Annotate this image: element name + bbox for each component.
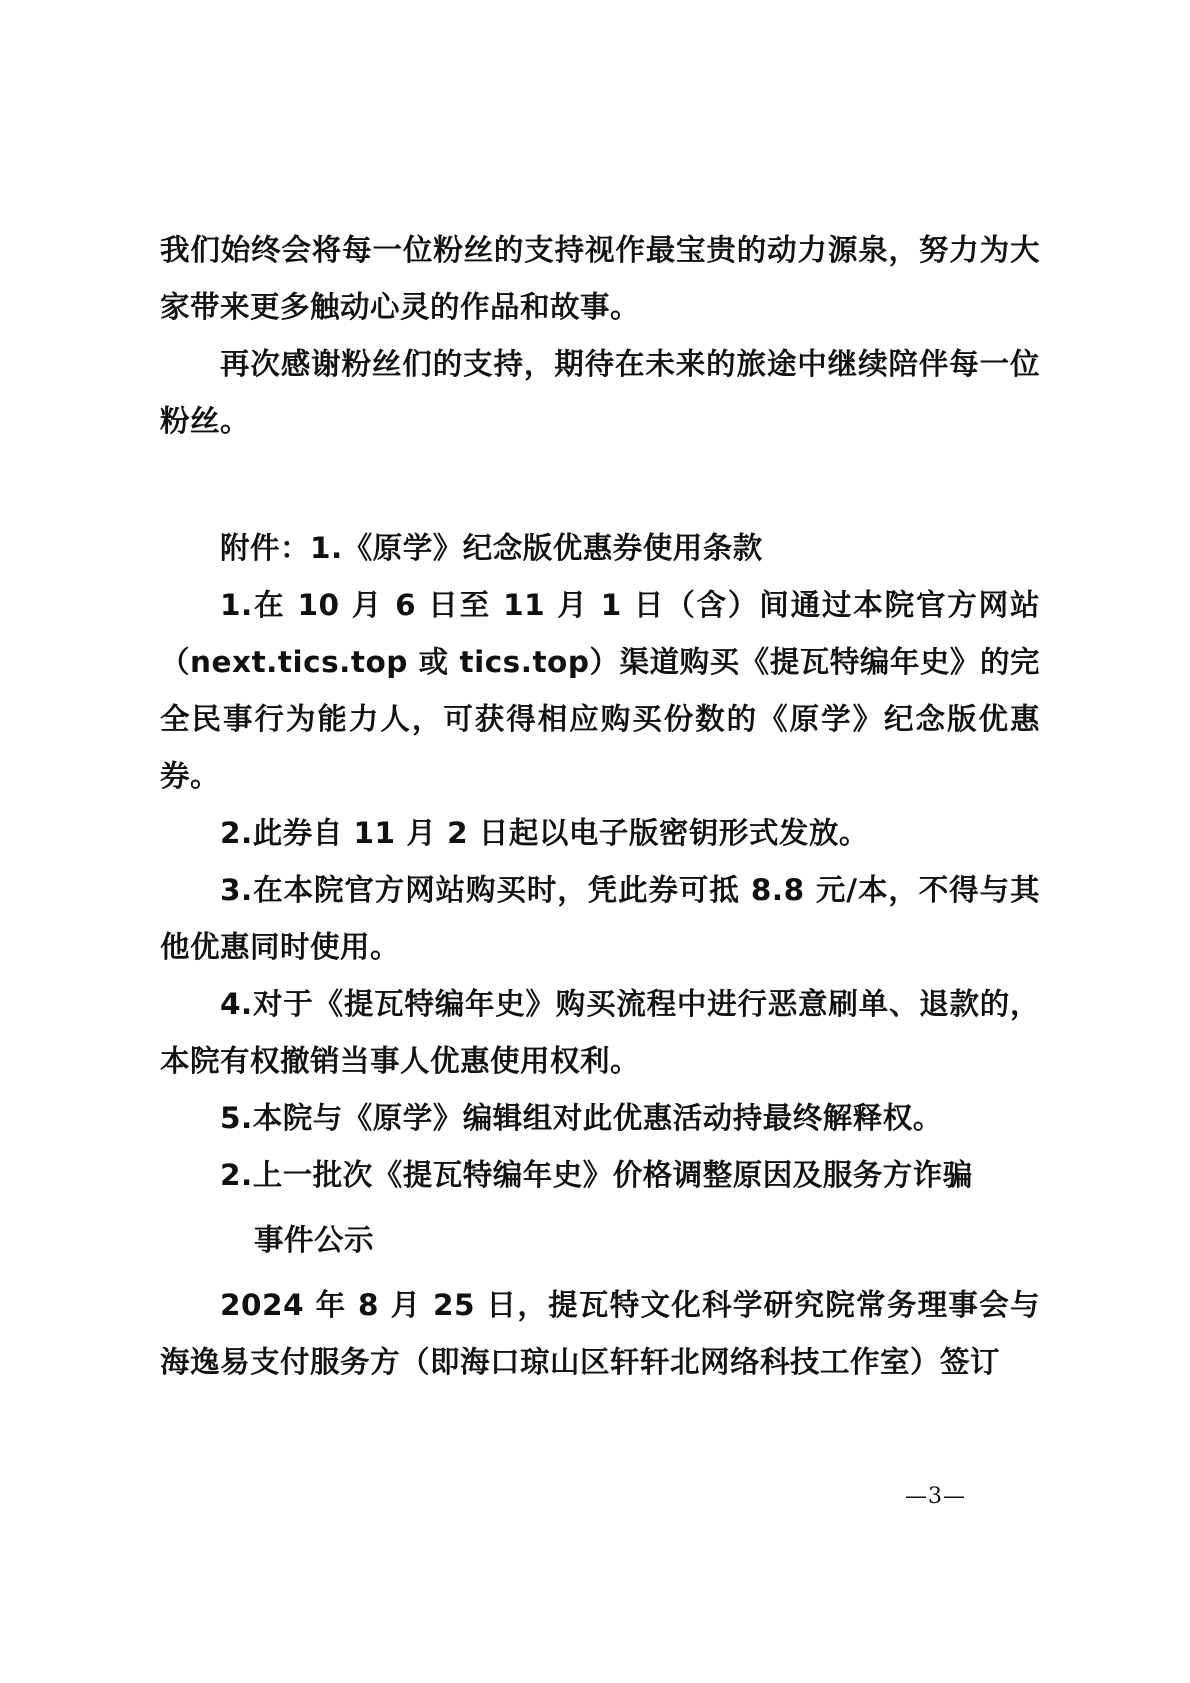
paragraph-support: 我们始终会将每一位粉丝的支持视作最宝贵的动力源泉，努力为大家带来更多触动心灵的作品和故事。	[160, 233, 1040, 324]
clause-2: 2.此券自 11 月 2 日起以电子版密钥形式发放。	[220, 816, 869, 850]
paragraph-thanks: 再次感谢粉丝们的支持，期待在未来的旅途中继续陪伴每一位粉丝。	[160, 347, 1040, 438]
section-2-title-continued: 事件公示	[254, 1223, 375, 1257]
clause-1: 1.在 10 月 6 日至 11 月 1 日（含）间通过本院官方网站（next.tics.top 或 tics.top）渠道购买《提瓦特编年史》的完全民事行为能力人，可获得相应购买份数的《原学》纪念版优惠券。	[160, 588, 1040, 793]
clause-5: 5.本院与《原学》编辑组对此优惠活动持最终解释权。	[220, 1101, 943, 1135]
section-2-title: 2.上一批次《提瓦特编年史》价格调整原因及服务方诈骗	[220, 1158, 973, 1192]
clause-3: 3.在本院官方网站购买时，凭此券可抵 8.8 元/本，不得与其他优惠同时使用。	[160, 873, 1040, 964]
attachment-heading: 附件：1.《原学》纪念版优惠券使用条款	[220, 531, 763, 565]
paragraph-agreement: 2024 年 8 月 25 日，提瓦特文化科学研究院常务理事会与海逸易支付服务方（即海口琼山区轩轩北网络科技工作室）签订	[160, 1288, 1040, 1379]
document-body	[160, 222, 1040, 1391]
paragraph-gap	[160, 450, 1040, 520]
page-number: —3—	[905, 1484, 966, 1509]
clause-4: 4.对于《提瓦特编年史》购买流程中进行恶意刷单、退款的，本院有权撤销当事人优惠使用权利。	[160, 987, 1040, 1078]
